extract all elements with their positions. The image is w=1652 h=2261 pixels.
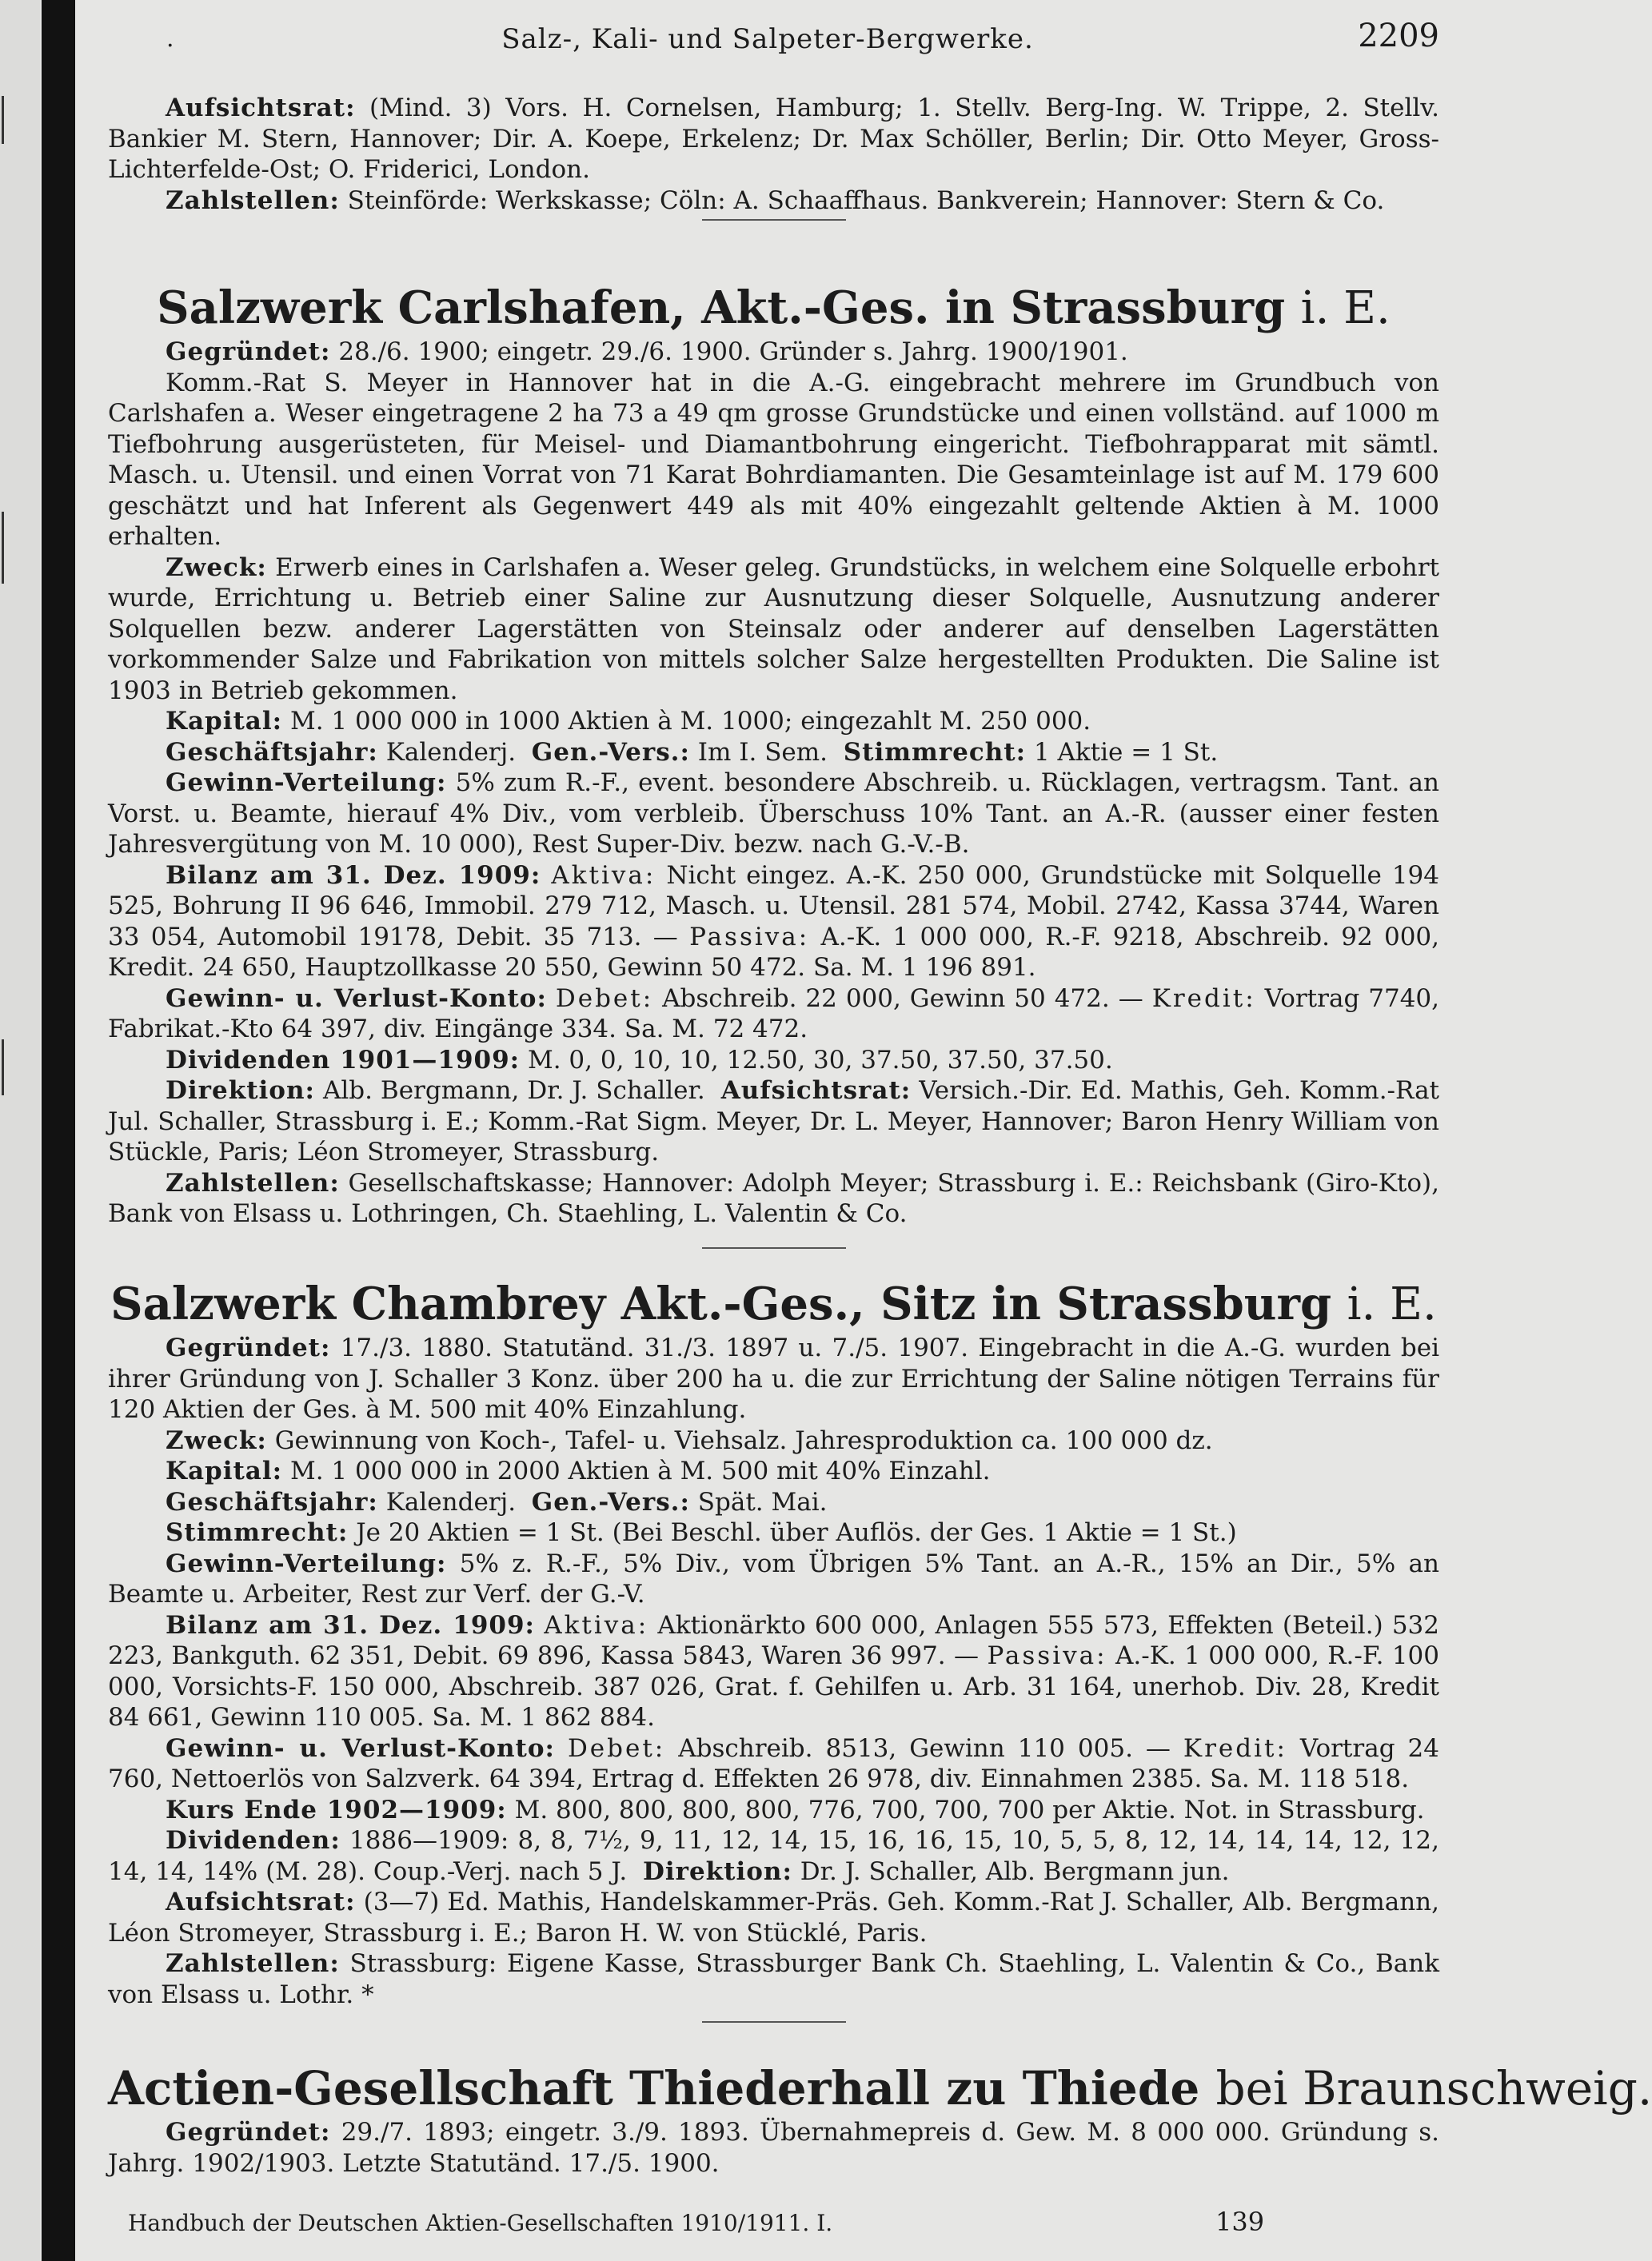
kurs: Kurs Ende 1902—1909: M. 800, 800, 800, 800, 776, 700, 700, 700 per Aktie. Not. in Strassburg. bbox=[166, 1795, 1425, 1824]
section-divider bbox=[702, 2021, 846, 2023]
kapital: Kapital: M. 1 000 000 in 2000 Aktien à M. 500 mit 40% Einzahl. bbox=[166, 1457, 991, 1485]
gegruendet: Gegründet: 28./6. 1900; eingetr. 29./6. 1900. Gründer s. Jahrg. 1900/1901. bbox=[166, 337, 1128, 366]
einlage-text: Komm.-Rat S. Meyer in Hannover hat in die A.-G. eingebracht mehrere im Grundbuch von Carlshafen a. Weser eingetragene 2 ha 73 a 49 qm grosse Grundstücke und einen vollständ. auf 1000 m Tiefbohrung ausgerüsteten, für Meisel- und Diamantbohrung eingericht. Tiefbohrapparat mit sämtl. Masch. u. Utensil. und einen Vorrat von 71 Karat Bohrdiamanten. Die Gesamteinlage ist auf M. 179 600 geschätzt und hat Inferent als Gegenwert 449 als mit 40% eingezahlt geltende Aktien à M. 1000 erhalten. bbox=[108, 368, 1439, 551]
document-page bbox=[96, 0, 1652, 2261]
zahlstellen: Zahlstellen: Strassburg: Eigene Kasse, Strassburger Bank Ch. Staehling, L. Valentin & Co., Bank von Elsass u. Lothr. * bbox=[108, 1949, 1439, 2009]
prev-zahlstellen: Zahlstellen: Steinförde: Werkskasse; Cöln: A. Schaaffhaus. Bankverein; Hannover: Stern & Co. bbox=[166, 185, 1385, 215]
prev-aufsichtsrat: Aufsichtsrat: (Mind. 3) Vors. H. Cornelsen, Hamburg; 1. Stellv. Berg-Ing. W. Trippe, 2. Stellv. Bankier M. Stern, Hannover; Dir. A. Koepe, Erkelenz; Dr. Max Schöller, Berlin; Dir. Otto Meyer, Gross-Lichterfelde-Ost; O. Friderici, London. bbox=[108, 94, 1439, 184]
entry-chambrey bbox=[108, 1276, 1439, 2023]
entry-title: Actien-Gesellschaft Thiederhall zu Thiede bei Braunschweig. bbox=[108, 2061, 1652, 2115]
page-binding-edge bbox=[0, 0, 40, 2261]
gewinn-verteilung: Gewinn-Verteilung: 5% z. R.-F., 5% Div., vom Übrigen 5% Tant. an A.-R., 15% an Dir., 5% an Beamte u. Arbeiter, Rest zur Verf. der G.-V. bbox=[108, 1549, 1439, 1609]
geschaeftsjahr-line: Geschäftsjahr: Kalenderj. Gen.-Vers.: Im I. Sem. Stimmrecht: 1 Aktie = 1 St. bbox=[166, 737, 1219, 767]
entry-title: Salzwerk Carlshafen, Akt.-Ges. in Strassburg i. E. bbox=[157, 281, 1391, 334]
entry-thiederhall bbox=[108, 2060, 1652, 2179]
page-footer bbox=[128, 2208, 1439, 2239]
gegruendet: Gegründet: 29./7. 1893; eingetr. 3./9. 1893. Übernahmepreis d. Gew. M. 8 000 000. Gründung s. Jahrg. 1902/1903. Letzte Statutänd. 17./5. 1900. bbox=[108, 2118, 1440, 2178]
direktion-aufsichtsrat: Direktion: Alb. Bergmann, Dr. J. Schaller. Aufsichtsrat: Versich.-Dir. Ed. Mathis, Geh. Komm.-Rat Jul. Schaller, Strassburg i. E.; Komm.-Rat Sigm. Meyer, Dr. L. Meyer, Hannover; Baron Henry William von Stückle, Paris; Léon Stromeyer, Strassburg. bbox=[108, 1076, 1440, 1166]
geschaeftsjahr-line: Geschäftsjahr: Kalenderj. Gen.-Vers.: Spät. Mai. bbox=[166, 1487, 828, 1517]
zahlstellen: Zahlstellen: Gesellschaftskasse; Hannover: Adolph Meyer; Strassburg i. E.: Reichsbank (Giro-Kto), Bank von Elsass u. Lothringen, Ch. Staehling, L. Valentin & Co. bbox=[108, 1168, 1440, 1228]
page-number: 2209 bbox=[1358, 18, 1439, 54]
zweck: Zweck: Gewinnung von Koch-, Tafel- u. Viehsalz. Jahresproduktion ca. 100 000 dz. bbox=[166, 1426, 1213, 1455]
zweck: Zweck: Erwerb eines in Carlshafen a. Weser geleg. Grundstücks, in welchem eine Solquelle erbohrt wurde, Errichtung u. Betrieb einer Saline zur Ausnutzung dieser Solquelle, Ausnutzung anderer Solquellen bezw. anderer Lagerstätten von Steinsalz oder anderer auf denselben Lagerstätten vorkommender Salze und Fabrikation von mittels solcher Salze hergestellten Produkten. Die Saline ist 1903 in Betrieb gekommen. bbox=[108, 552, 1440, 705]
footer-book-title: Handbuch der Deutschen Aktien-Gesellschaften 1910/1911. I. bbox=[128, 2210, 833, 2236]
gewinn-verlust-konto: Gewinn- u. Verlust-Konto: Debet: Abschreib. 8513, Gewinn 110 005. — Kredit: Vortrag 24 760, Nettoerlös von Salzverk. 64 394, Ertrag d. Effekten 26 978, div. Einnahmen 2385. Sa. M. 118 518. bbox=[108, 1733, 1439, 1793]
gewinn-verteilung: Gewinn-Verteilung: 5% zum R.-F., event. besondere Abschreib. u. Rücklagen, vertragsm. Tant. an Vorst. u. Beamte, hierauf 4% Div., vom verbleib. Überschuss 10% Tant. an A.-R. (ausser einer festen Jahresvergütung von M. 10 000), Rest Super-Div. bezw. nach G.-V.-B. bbox=[108, 768, 1440, 859]
dividenden-direktion: Dividenden: 1886—1909: 8, 8, 7½, 9, 11, 12, 14, 15, 16, 16, 15, 10, 5, 5, 8, 12, 14, 14, 14, 12, 12, 14, 14, 14% (M. 28). Coup.-Verj. nach 5 J. Direktion: Dr. J. Schaller, Alb. Bergmann jun. bbox=[108, 1826, 1439, 1886]
footer-page-number: 139 bbox=[1215, 2207, 1265, 2237]
previous-entry bbox=[108, 93, 1439, 221]
stimmrecht: Stimmrecht: Je 20 Aktien = 1 St. (Bei Beschl. über Auflös. der Ges. 1 Aktie = 1 St.) bbox=[166, 1518, 1237, 1547]
bilanz: Bilanz am 31. Dez. 1909: Aktiva: Nicht eingez. A.-K. 250 000, Grundstücke mit Solquelle 194 525, Bohrung II 96 646, Immobil. 279 712, Masch. u. Utensil. 281 574, Mobil. 2742, Kassa 3744, Waren 33 054, Automobil 19178, Debit. 35 713. — Passiva: A.-K. 1 000 000, R.-F. 9218, Abschreib. 92 000, Kredit. 24 650, Hauptzollkasse 20 550, Gewinn 50 472. Sa. M. 1 196 891. bbox=[108, 860, 1439, 982]
entry-title: Salzwerk Chambrey Akt.-Ges., Sitz in Strassburg i. E. bbox=[110, 1278, 1437, 1330]
running-title: Salz-, Kali- und Salpeter-Bergwerke. bbox=[501, 23, 1034, 55]
aufsichtsrat: Aufsichtsrat: (3—7) Ed. Mathis, Handelskammer-Präs. Geh. Komm.-Rat J. Schaller, Alb. Bergmann, Léon Stromeyer, Strassburg i. E.; Baron H. W. von Stücklé, Paris. bbox=[108, 1888, 1439, 1948]
page-header bbox=[96, 18, 1439, 59]
entry-carlshafen bbox=[108, 280, 1439, 1249]
dividenden: Dividenden 1901—1909: M. 0, 0, 10, 10, 12.50, 30, 37.50, 37.50, 37.50. bbox=[166, 1045, 1113, 1075]
gegruendet: Gegründet: 17./3. 1880. Statutänd. 31./3. 1897 u. 7./5. 1907. Eingebracht in die A.-G. wurden bei ihrer Gründung von J. Schaller 3 Konz. über 200 ha u. die zur Errichtung der Saline nötigen Terrains für 120 Aktien der Ges. à M. 500 mit 40% Einzahlung. bbox=[108, 1334, 1439, 1424]
kapital: Kapital: M. 1 000 000 in 1000 Aktien à M. 1000; eingezahlt M. 250 000. bbox=[166, 707, 1091, 736]
header-dot: . bbox=[166, 25, 174, 53]
section-divider bbox=[702, 219, 846, 221]
section-divider bbox=[702, 1247, 846, 1249]
bilanz: Bilanz am 31. Dez. 1909: Aktiva: Aktionärkto 600 000, Anlagen 555 573, Effekten (Beteil.) 532 223, Bankguth. 62 351, Debit. 69 896, Kassa 5843, Waren 36 997. — Passiva: A.-K. 1 000 000, R.-F. 100 000, Vorsichts-F. 150 000, Abschreib. 387 026, Grat. f. Gehilfen u. Arb. 31 164, unerhob. Div. 28, Kredit 84 661, Gewinn 110 005. Sa. M. 1 862 884. bbox=[108, 1610, 1440, 1732]
gewinn-verlust-konto: Gewinn- u. Verlust-Konto: Debet: Abschreib. 22 000, Gewinn 50 472. — Kredit: Vortrag 7740, Fabrikat.-Kto 64 397, div. Eingänge 334. Sa. M. 72 472. bbox=[108, 983, 1440, 1043]
